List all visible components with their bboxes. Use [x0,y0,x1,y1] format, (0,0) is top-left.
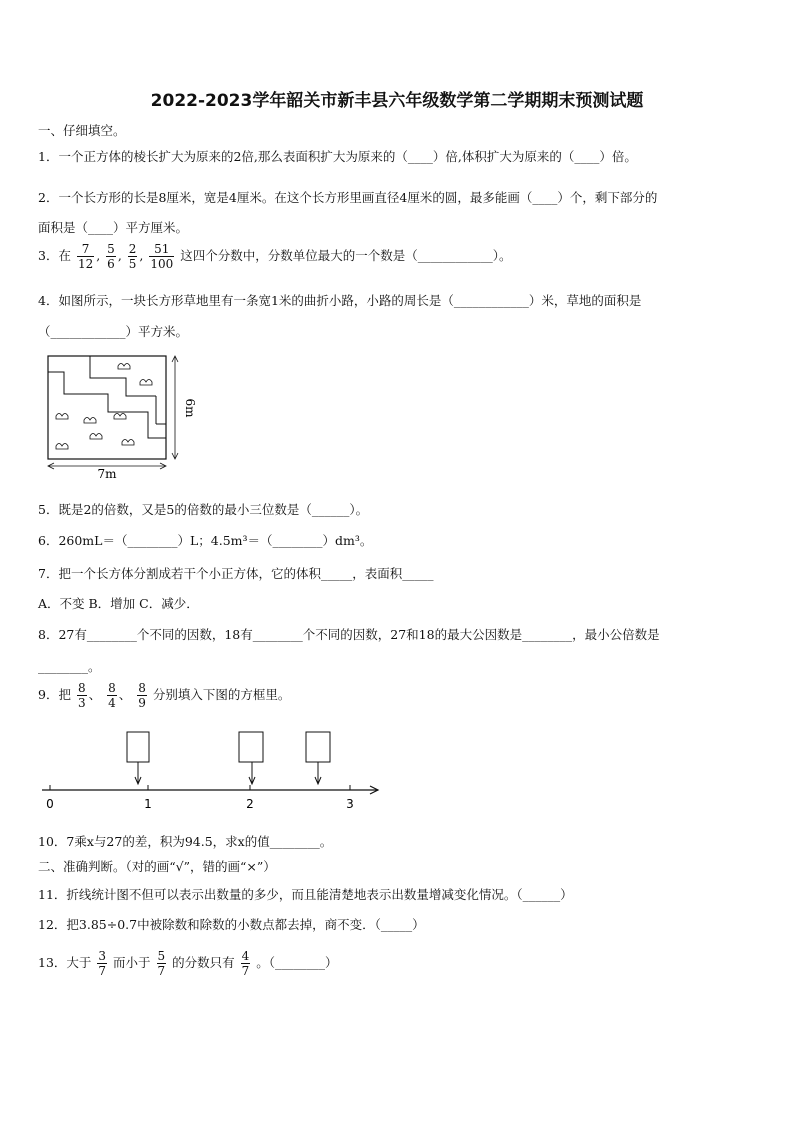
fraction-8-9: $\frac{8}{9}$ [138,681,146,710]
tick-label-3: 3 [346,797,354,811]
section-heading-fill-blank: 一、仔细填空。 [38,123,126,138]
fraction-51-100: $\frac{51}{100}$ [150,242,174,271]
question-10: 10．7乘x与27的差，积为94.5，求x的值________。 [38,834,333,849]
question-7-options: A．不变 B．增加 C．减少． [38,596,199,611]
question-7: 7．把一个长方体分割成若干个小正方体，它的体积_____，表面积_____ [38,566,434,581]
tick-label-0: 0 [46,797,54,811]
fraction-8-4: $\frac{8}{4}$ [108,681,116,710]
question-3-prefix: 3．在 [38,248,71,263]
question-2-line-2: 面积是（____）平方厘米。 [38,220,189,235]
fraction-8-3: $\frac{8}{3}$ [77,681,86,710]
question-12: 12．把3.85÷0.7中被除数和除数的小数点都去掉，商不变．（_____） [38,917,425,932]
fraction-3-7: $\frac{3}{7}$ [98,949,107,978]
fraction-2-5: $\frac{2}{5}$ [128,242,137,271]
question-9-prefix: 9．把 [38,687,71,702]
number-line-figure [38,728,388,814]
width-label: 7m [97,467,117,481]
tick-label-1: 1 [144,797,152,811]
question-4-line-2: （____________）平方米。 [38,324,189,339]
fraction-4-7: $\frac{4}{7}$ [241,949,250,978]
question-6: 6．260mL＝（________）L；4.5m³＝（________）dm³。 [38,533,373,548]
section-heading-judgement: 二、准确判断。（对的画“√”，错的画“×”） [38,859,276,874]
grass-icon [56,364,152,450]
question-2-line-1: 2．一个长方形的长是8厘米，宽是4厘米。在这个长方形里画直径4厘米的圆，最多能画（____）个，剩下部分的 [38,190,658,205]
question-3-suffix: 这四个分数中，分数单位最大的一个数是（____________）。 [180,248,512,263]
question-13: 13．大于 $\frac{3}{7}$ 而小于 $\frac{5}{7}$ 的分数只有 $\frac{4}{7}$ 。（________） [38,949,338,978]
question-4-line-1: 4．如图所示，一块长方形草地里有一条宽1米的曲折小路，小路的周长是（____________）米，草地的面积是 [38,293,642,308]
question-13-prefix: 13．大于 [38,955,92,970]
question-11: 11．折线统计图不但可以表示出数量的多少，而且能清楚地表示出数量增减变化情况。（______） [38,887,573,902]
height-label: 6m [183,398,197,418]
question-9-suffix: 分别填入下图的方框里。 [152,687,291,702]
fraction-5-7: $\frac{5}{7}$ [157,949,166,978]
answer-box-3 [306,732,330,762]
question-8-line-2: ________。 [38,659,101,674]
question-1: 1．一个正方体的棱长扩大为原来的2倍,那么表面积扩大为原来的（____）倍,体积扩大为原来的（____）倍。 [38,149,637,164]
answer-box-1 [127,732,149,762]
tick-label-2: 2 [246,797,254,811]
question-3: 3．在 $\frac{7}{12}$ , $\frac{5}{6}$ , $\frac{2}{5}$ , $\frac{51}{100}$ 这四个分数中，分数单位最大的一个数是（____________）。 [38,242,512,271]
page-title: 2022-2023学年韶关市新丰县六年级数学第二学期期末预测试题 [150,91,644,111]
lawn-path-figure [44,352,197,482]
fraction-7-12: $\frac{7}{12}$ [77,242,94,271]
answer-box-2 [239,732,263,762]
question-5: 5．既是2的倍数，又是5的倍数的最小三位数是（______）。 [38,502,369,517]
question-8-line-1: 8．27有________个不同的因数，18有________个不同的因数，27和18的最大公因数是________，最小公倍数是 [38,627,660,642]
fraction-5-6: $\frac{5}{6}$ [107,242,115,271]
question-9: 9．把 $\frac{8}{3}$ 、 $\frac{8}{4}$ 、 $\frac{8}{9}$ 分别填入下图的方框里。 [38,681,291,710]
